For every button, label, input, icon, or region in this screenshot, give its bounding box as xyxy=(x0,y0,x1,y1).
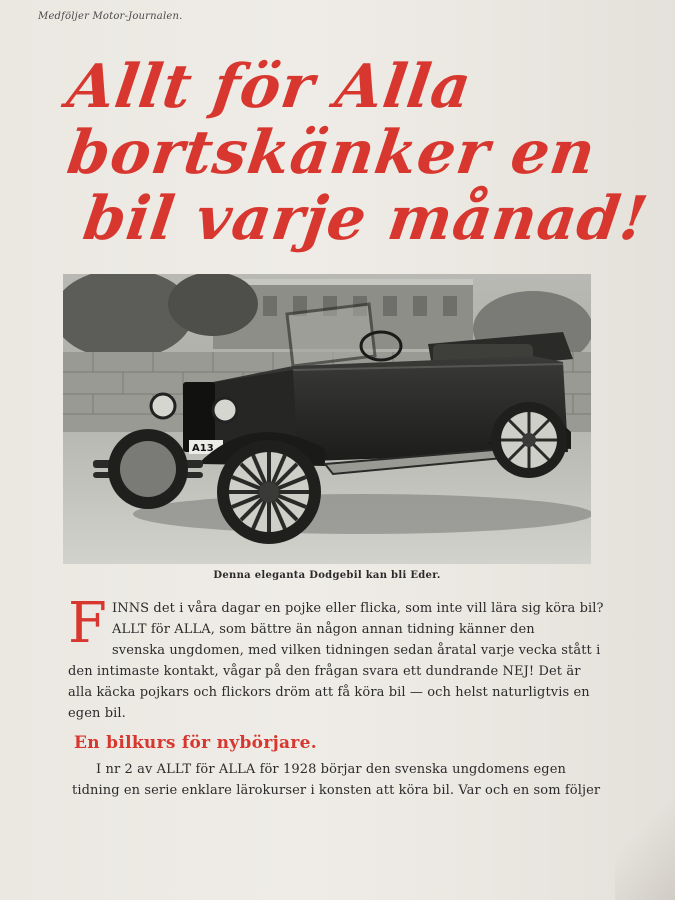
paragraph-1-line-2: ALLT för ALLA, som bättre än någon annan tidning känner den xyxy=(112,622,535,637)
headline-line-3: bil varje månad! xyxy=(79,184,653,254)
paragraph-1-line-3: svenska ungdomen, med vilken tidningen sedan åratal varje vecka stått i xyxy=(112,643,601,658)
paragraph-1-line-4: den intimaste kontakt, vågar på den frågan svara ett dundrande NEJ! Det är xyxy=(68,664,581,679)
paragraph-2-line-1: I nr 2 av ALLT för ALLA för 1928 börjar den svenska ungdomens egen xyxy=(96,762,566,777)
headline-line-2: bortskänker en xyxy=(63,118,601,188)
drop-cap: F xyxy=(68,591,107,656)
paragraph-1-line-1: INNS det i våra dagar en pojke eller flicka, som inte vill lära sig köra bil? xyxy=(112,601,604,616)
supplement-note: Medföljer Motor-Journalen. xyxy=(38,11,183,22)
paragraph-1-line-6: egen bil. xyxy=(68,706,126,721)
touring-car-illustration xyxy=(63,274,591,564)
page-corner-shadow xyxy=(615,780,675,900)
photo-caption: Denna eleganta Dodgebil kan bli Eder. xyxy=(213,570,441,581)
paragraph-2-line-2: tidning en serie enklare lärokurser i konsten att köra bil. Var och en som följer xyxy=(72,783,601,798)
paragraph-1-line-5: alla käcka pojkars och flickors dröm att få köra bil — och helst naturligtvis en xyxy=(68,685,590,700)
license-plate: A13 xyxy=(192,443,214,454)
car-photo xyxy=(63,274,591,564)
headline-line-1: Allt för Alla xyxy=(63,52,477,122)
section-subhead: En bilkurs för nybörjare. xyxy=(74,733,317,753)
